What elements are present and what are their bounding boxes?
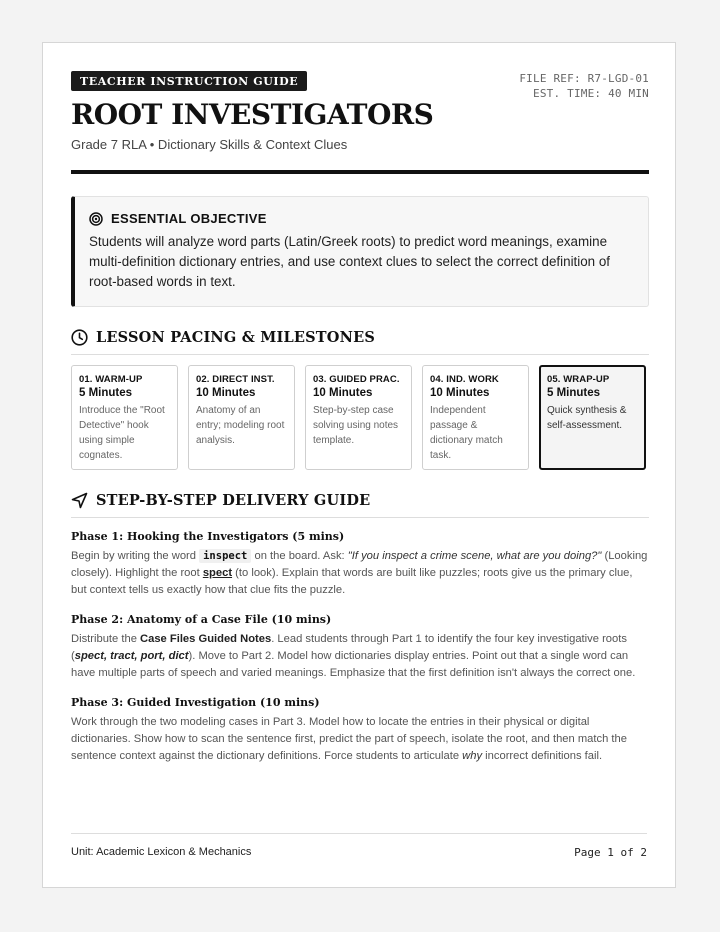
card-description: Quick synthesis & self-assessment. bbox=[547, 405, 627, 431]
root-highlight: spect bbox=[202, 567, 233, 579]
page-subtitle: Grade 7 RLA • Dictionary Skills & Context Clues bbox=[71, 137, 348, 152]
pacing-card-warm-up bbox=[71, 365, 178, 470]
phase-1-text: Begin by writing the word bbox=[71, 550, 200, 562]
target-icon bbox=[89, 212, 103, 226]
page-number: Page 1 of 2 bbox=[574, 846, 647, 859]
pacing-cards bbox=[71, 365, 649, 470]
phase-3-body bbox=[71, 714, 649, 765]
card-step: 05. WRAP-UP bbox=[547, 374, 610, 385]
card-step: 03. GUIDED PRAC. bbox=[313, 374, 400, 385]
file-ref-text: FILE REF: R7-LGD-01 bbox=[519, 72, 649, 85]
clock-icon bbox=[71, 329, 88, 346]
header-divider bbox=[71, 170, 649, 174]
card-description: Independent passage & dictionary match task. bbox=[430, 405, 503, 461]
phase-1-text: (to look). Explain that words are built like puzzles; roots give us the primary clue, but context tells us exactly how that clue fits the puzzle. bbox=[71, 567, 633, 596]
phase-2-body bbox=[71, 631, 649, 682]
phase-3-text: Work through the two modeling cases in Part 3. Model how to locate the entries in their physical or digital dictionaries. Show how to scan the sentence first, predict the part of speech, isolate the root, and then match the sentence context against the dictionary definitions. Force students to articulate bbox=[71, 716, 627, 762]
root-list: spect, tract, port, dict bbox=[74, 650, 189, 662]
card-time: 10 Minutes bbox=[313, 387, 373, 399]
emphasis-why: why bbox=[462, 750, 483, 762]
pacing-card-direct-instruction bbox=[188, 365, 295, 470]
card-time: 5 Minutes bbox=[547, 387, 601, 399]
card-step: 04. IND. WORK bbox=[430, 374, 499, 385]
phase-1-text: on the board. Ask: bbox=[251, 550, 348, 562]
phase-1-quote: "If you inspect a crime scene, what are you doing?" bbox=[347, 550, 602, 562]
page-content bbox=[71, 71, 649, 765]
phase-2-text: Distribute the bbox=[71, 633, 141, 645]
delivery-label: STEP-BY-STEP DELIVERY GUIDE bbox=[96, 492, 371, 509]
pacing-section-header bbox=[71, 329, 649, 355]
phase-1-title: Phase 1: Hooking the Investigators (5 mins) bbox=[71, 530, 345, 543]
phase-1-body bbox=[71, 548, 649, 599]
guide-badge: TEACHER INSTRUCTION GUIDE bbox=[71, 71, 307, 91]
page-title: ROOT INVESTIGATORS bbox=[71, 98, 434, 131]
card-step: 02. DIRECT INST. bbox=[196, 374, 275, 385]
objective-header bbox=[89, 211, 632, 226]
navigation-arrow-icon bbox=[71, 492, 88, 509]
pacing-card-wrap-up bbox=[539, 365, 646, 470]
file-reference bbox=[519, 71, 649, 101]
card-time: 10 Minutes bbox=[196, 387, 256, 399]
phase-3-title: Phase 3: Guided Investigation (10 mins) bbox=[71, 696, 320, 709]
card-description: Introduce the "Root Detective" hook using simple cognates. bbox=[79, 405, 165, 461]
pacing-label: LESSON PACING & MILESTONES bbox=[96, 329, 376, 346]
phase-1-text: (Looking closely). Highlight the root bbox=[71, 550, 648, 579]
phase-3-text: incorrect definitions fail. bbox=[482, 750, 603, 762]
card-time: 5 Minutes bbox=[79, 387, 133, 399]
objective-box bbox=[71, 196, 649, 307]
pacing-card-independent-work bbox=[422, 365, 529, 470]
inline-code-inspect: inspect bbox=[199, 549, 251, 563]
card-description: Step-by-step case solving using notes template. bbox=[313, 405, 399, 446]
instruction-page bbox=[42, 42, 676, 888]
est-time-text: EST. TIME: 40 MIN bbox=[533, 87, 649, 100]
objective-text: Students will analyze word parts (Latin/Greek roots) to predict word meanings, examine multi-definition dictionary entries, and use context clues to select the correct definition of root-based words in text. bbox=[89, 234, 611, 289]
pacing-card-guided-practice bbox=[305, 365, 412, 470]
card-time: 10 Minutes bbox=[430, 387, 490, 399]
phase-2-text: ). Move to Part 2. Model how dictionaries display entries. Point out that a single word can have multiple parts of speech and varied meanings. Emphasize that the first definition isn't always the correct one. bbox=[71, 650, 636, 679]
delivery-section-header bbox=[71, 492, 649, 518]
phase-2-title: Phase 2: Anatomy of a Case File (10 mins) bbox=[71, 613, 332, 626]
unit-label: Unit: Academic Lexicon & Mechanics bbox=[71, 846, 252, 858]
card-description: Anatomy of an entry; modeling root analysis. bbox=[196, 405, 285, 446]
phase-2-text: . Lead students through Part 1 to identify the four key investigative roots ( bbox=[71, 633, 627, 662]
card-step: 01. WARM-UP bbox=[79, 374, 143, 385]
objective-label: ESSENTIAL OBJECTIVE bbox=[111, 211, 267, 226]
guided-notes-name: Case Files Guided Notes bbox=[140, 633, 272, 645]
page-footer bbox=[71, 833, 647, 859]
